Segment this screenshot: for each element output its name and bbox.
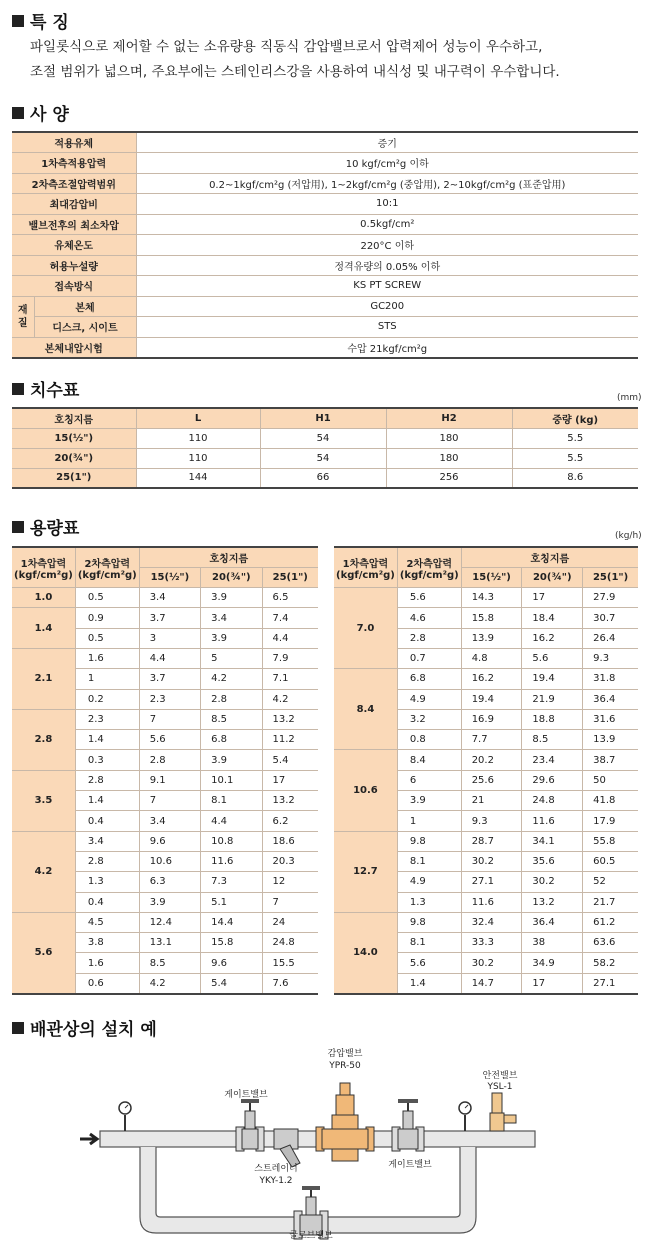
dimensions-cell: 66 [260,468,386,488]
dimensions-title: 치수표 [12,376,79,401]
capacity-cell: 10.8 [201,831,262,851]
capacity-header-unit: (kgf/cm²g) [336,569,395,581]
capacity-cell: 26.4 [583,628,638,648]
capacity-cell: 6 [397,770,461,790]
spec-row [12,255,638,276]
capacity-cell: 4.4 [139,648,200,668]
capacity-p1-cell: 10.6 [334,750,397,831]
strainer-model: YKY-1.2 [259,1176,293,1186]
capacity-size-cell: 15(½") [461,567,522,587]
dimensions-cell: 144 [136,468,260,488]
spec-value: 220°C 이하 [136,235,638,256]
capacity-cell: 27.1 [461,872,522,892]
spec-value: 0.2~1kgf/cm²g (저압用), 1~2kgf/cm²g (중압用), 2~10kgf/cm²g (표준압用) [136,173,638,194]
capacity-cell: 15.8 [461,608,522,628]
capacity-cell: 9.6 [201,953,262,973]
capacity-cell: 2.8 [75,851,139,871]
capacity-cell: 33.3 [461,933,522,953]
reducing-valve-model: YPR-50 [329,1061,361,1071]
capacity-cell: 0.5 [75,628,139,648]
capacity-row [334,831,638,851]
capacity-cell: 7.1 [262,669,318,689]
capacity-header-unit: (kgf/cm²g) [399,569,459,581]
capacity-cell: 8.1 [397,851,461,871]
capacity-p1-cell: 2.8 [12,709,75,770]
capacity-row [334,669,638,689]
capacity-cell: 12.4 [139,912,200,932]
capacity-table-right [334,546,638,995]
capacity-header-p1 [12,547,75,588]
capacity-cell: 34.1 [522,831,583,851]
dimensions-cell: 110 [136,428,260,448]
dimensions-cell: 256 [386,468,512,488]
capacity-cell: 4.2 [262,689,318,709]
piping-diagram [60,1045,560,1240]
dimensions-cell: 8.6 [512,468,638,488]
gate-valve-left-icon [236,1099,264,1151]
capacity-cell: 28.7 [461,831,522,851]
capacity-cell: 10.1 [201,770,262,790]
capacity-row [12,709,318,729]
spec-row [12,194,638,215]
spec-label: 허용누설량 [12,255,136,276]
capacity-p1-cell: 1.4 [12,608,75,649]
capacity-cell: 18.6 [262,831,318,851]
capacity-cell: 36.4 [583,689,638,709]
gate-valve-right-label: 게이트밸브 [388,1160,432,1170]
capacity-row [334,588,638,608]
capacity-cell: 3.4 [139,588,200,608]
spec-row [12,235,638,256]
capacity-cell: 30.7 [583,608,638,628]
capacity-cell: 0.9 [75,608,139,628]
capacity-row [334,750,638,770]
flow-arrow-icon [80,1134,97,1144]
spec-row [12,276,638,297]
capacity-cell: 8.5 [139,953,200,973]
capacity-cell: 3 [139,628,200,648]
dimensions-cell: 20(¾") [12,448,136,468]
capacity-cell: 11.6 [461,892,522,912]
dimensions-cell: 5.5 [512,428,638,448]
capacity-cell: 9.8 [397,831,461,851]
capacity-cell: 3.4 [201,608,262,628]
dimensions-cell: 54 [260,448,386,468]
capacity-cell: 63.6 [583,933,638,953]
capacity-cell: 2.8 [139,750,200,770]
spec-value: KS PT SCREW [136,276,638,297]
spec-value: 10:1 [136,194,638,215]
capacity-cell: 6.2 [262,811,318,831]
capacity-cell: 9.3 [583,648,638,668]
dimensions-row [12,448,638,468]
dimensions-header-cell: 호칭지름 [12,408,136,428]
capacity-cell: 34.9 [522,953,583,973]
capacity-cell: 60.5 [583,851,638,871]
capacity-cell: 9.6 [139,831,200,851]
capacity-cell: 52 [583,872,638,892]
capacity-cell: 18.8 [522,709,583,729]
square-bullet-icon [12,107,24,119]
capacity-p1-cell: 1.0 [12,588,75,608]
dimensions-header-cell: L [136,408,260,428]
capacity-p1-cell: 8.4 [334,669,397,750]
capacity-cell: 1.3 [75,872,139,892]
capacity-cell: 21 [461,791,522,811]
capacity-header-size: 호칭지름 [461,547,638,567]
capacity-cell: 7 [139,709,200,729]
capacity-cell: 35.6 [522,851,583,871]
capacity-header-unit: (kgf/cm²g) [14,569,73,581]
square-bullet-icon [12,383,24,395]
spec-value: 0.5kgf/cm² [136,214,638,235]
capacity-cell: 8.4 [397,750,461,770]
spec-label: 2차측조절압력범위 [12,173,136,194]
capacity-cell: 7 [262,892,318,912]
capacity-cell: 61.2 [583,912,638,932]
capacity-cell: 13.9 [461,628,522,648]
spec-label: 본체 [34,296,136,317]
capacity-cell: 24 [262,912,318,932]
capacity-p1-cell: 14.0 [334,912,397,993]
capacity-cell: 8.5 [522,730,583,750]
capacity-cell: 3.4 [139,811,200,831]
capacity-header-p1 [334,547,397,588]
reducing-valve-label: 감압밸브 [327,1049,363,1059]
capacity-cell: 4.6 [397,608,461,628]
capacity-cell: 3.9 [201,588,262,608]
capacity-cell: 14.3 [461,588,522,608]
dimensions-row [12,428,638,448]
capacity-cell: 7.6 [262,973,318,993]
dimensions-header-cell: H1 [260,408,386,428]
dimensions-cell: 5.5 [512,448,638,468]
safety-valve-model: YSL-1 [487,1082,513,1092]
spec-row [12,132,638,153]
capacity-cell: 2.3 [139,689,200,709]
capacity-cell: 20.3 [262,851,318,871]
capacity-cell: 5.6 [522,648,583,668]
capacity-size-cell: 25(1") [262,567,318,587]
capacity-cell: 0.5 [75,588,139,608]
spec-value: 정격유량의 0.05% 이하 [136,255,638,276]
capacity-cell: 50 [583,770,638,790]
capacity-row [12,608,318,628]
capacity-cell: 1.4 [75,730,139,750]
capacity-cell: 38 [522,933,583,953]
capacity-p1-cell: 5.6 [12,912,75,993]
capacity-row [12,912,318,932]
dimensions-cell: 25(1") [12,468,136,488]
spec-label: 최대감압비 [12,194,136,215]
capacity-cell: 13.2 [262,709,318,729]
capacity-cell: 0.2 [75,689,139,709]
capacity-cell: 32.4 [461,912,522,932]
capacity-cell: 3.8 [75,933,139,953]
capacity-cell: 7.3 [201,872,262,892]
capacity-cell: 1.6 [75,648,139,668]
capacity-cell: 17 [262,770,318,790]
dimensions-unit: (mm) [617,393,642,403]
square-bullet-icon [12,15,24,27]
capacity-header-p1-label: 1차측압력 [342,558,389,570]
capacity-cell: 41.8 [583,791,638,811]
spec-row [12,173,638,194]
safety-valve-icon [490,1093,516,1131]
capacity-cell: 7 [139,791,200,811]
capacity-cell: 30.2 [461,851,522,871]
capacity-cell: 4.2 [201,669,262,689]
capacity-cell: 1.4 [75,791,139,811]
capacity-row [334,912,638,932]
capacity-p1-cell: 2.1 [12,648,75,709]
capacity-cell: 2.3 [75,709,139,729]
capacity-row [12,770,318,790]
capacity-cell: 13.1 [139,933,200,953]
capacity-cell: 1 [75,669,139,689]
capacity-header-p2 [75,547,139,588]
spec-value: 증기 [136,132,638,153]
capacity-cell: 1.4 [397,973,461,993]
capacity-cell: 0.4 [75,892,139,912]
capacity-cell: 4.5 [75,912,139,932]
dimensions-cell: 54 [260,428,386,448]
capacity-cell: 0.7 [397,648,461,668]
spec-label: 유체온도 [12,235,136,256]
capacity-cell: 5.6 [139,730,200,750]
capacity-p1-cell: 3.5 [12,770,75,831]
pressure-gauge-right-icon [459,1102,471,1131]
capacity-cell: 4.9 [397,689,461,709]
capacity-cell: 0.3 [75,750,139,770]
capacity-size-cell: 15(½") [139,567,200,587]
piping-title: 배관상의 설치 예 [12,1015,157,1040]
capacity-cell: 4.2 [139,973,200,993]
capacity-header-p1-label: 1차측압력 [20,558,67,570]
capacity-cell: 14.4 [201,912,262,932]
capacity-cell: 58.2 [583,953,638,973]
capacity-cell: 4.4 [201,811,262,831]
spec-row [12,337,638,358]
capacity-header-row [334,547,638,567]
capacity-cell: 3.4 [75,831,139,851]
capacity-header-unit: (kgf/cm²g) [77,569,137,581]
capacity-cell: 9.1 [139,770,200,790]
capacity-cell: 2.8 [201,689,262,709]
capacity-table-left [12,546,318,995]
pressure-gauge-left-icon [119,1102,131,1131]
capacity-cell: 17 [522,973,583,993]
capacity-cell: 23.4 [522,750,583,770]
capacity-cell: 5.4 [201,973,262,993]
capacity-title: 용량표 [12,514,79,539]
capacity-cell: 19.4 [461,689,522,709]
capacity-cell: 3.9 [201,628,262,648]
dimensions-header-cell: H2 [386,408,512,428]
spec-label: 적용유체 [12,132,136,153]
capacity-cell: 12 [262,872,318,892]
capacity-cell: 24.8 [522,791,583,811]
spec-label: 디스크, 시이트 [34,317,136,338]
dimensions-table [12,407,638,489]
capacity-cell: 15.5 [262,953,318,973]
capacity-cell: 6.8 [201,730,262,750]
capacity-header-p2-label: 2차측압력 [84,558,131,570]
capacity-cell: 5 [201,648,262,668]
strainer-label: 스트레이너 [254,1164,298,1174]
capacity-cell: 18.4 [522,608,583,628]
capacity-size-cell: 20(¾") [201,567,262,587]
spec-value: 10 kgf/cm²g 이하 [136,153,638,174]
dimensions-row [12,468,638,488]
capacity-cell: 16.9 [461,709,522,729]
globe-valve-label: 글로브밸브 [289,1231,333,1240]
reducing-valve-icon [316,1083,374,1161]
spec-row [12,296,638,317]
capacity-cell: 30.2 [522,872,583,892]
capacity-cell: 4.8 [461,648,522,668]
capacity-cell: 8.1 [397,933,461,953]
capacity-cell: 38.7 [583,750,638,770]
capacity-cell: 10.6 [139,851,200,871]
capacity-cell: 7.9 [262,648,318,668]
capacity-row [12,588,318,608]
capacity-cell: 17 [522,588,583,608]
capacity-cell: 5.4 [262,750,318,770]
capacity-cell: 0.4 [75,811,139,831]
capacity-cell: 9.8 [397,912,461,932]
square-bullet-icon [12,1022,24,1034]
capacity-cell: 5.1 [201,892,262,912]
strainer-icon [274,1129,300,1167]
capacity-cell: 31.6 [583,709,638,729]
square-bullet-icon [12,521,24,533]
capacity-cell: 8.5 [201,709,262,729]
capacity-cell: 29.6 [522,770,583,790]
capacity-cell: 5.6 [397,588,461,608]
capacity-cell: 1 [397,811,461,831]
capacity-cell: 7.7 [461,730,522,750]
capacity-cell: 6.8 [397,669,461,689]
dimensions-cell: 15(½") [12,428,136,448]
capacity-cell: 11.6 [522,811,583,831]
safety-valve-label: 안전밸브 [482,1071,518,1081]
capacity-size-cell: 20(¾") [522,567,583,587]
capacity-header-row [12,547,318,567]
capacity-cell: 7.4 [262,608,318,628]
spec-value: GC200 [136,296,638,317]
capacity-cell: 4.4 [262,628,318,648]
spec-table [12,131,638,359]
features-title: 특 징 [12,8,69,33]
capacity-cell: 27.9 [583,588,638,608]
capacity-cell: 3.2 [397,709,461,729]
capacity-cell: 11.6 [201,851,262,871]
dimensions-cell: 180 [386,428,512,448]
capacity-cell: 3.9 [201,750,262,770]
capacity-size-cell: 25(1") [583,567,638,587]
spec-row [12,214,638,235]
capacity-cell: 3.7 [139,608,200,628]
capacity-p1-cell: 7.0 [334,588,397,669]
capacity-cell: 2.8 [75,770,139,790]
spec-value: 수압 21kgf/cm²g [136,337,638,358]
capacity-cell: 13.2 [262,791,318,811]
capacity-row [12,648,318,668]
capacity-cell: 25.6 [461,770,522,790]
capacity-cell: 13.9 [583,730,638,750]
capacity-cell: 4.9 [397,872,461,892]
capacity-cell: 0.6 [75,973,139,993]
capacity-cell: 13.2 [522,892,583,912]
gate-valve-right-icon [392,1099,424,1151]
capacity-cell: 16.2 [461,669,522,689]
spec-label: 접속방식 [12,276,136,297]
capacity-cell: 6.3 [139,872,200,892]
capacity-cell: 8.1 [201,791,262,811]
spec-value: STS [136,317,638,338]
spec-row [12,153,638,174]
spec-label: 1차측적용압력 [12,153,136,174]
spec-label: 본체내압시험 [12,337,136,358]
capacity-cell: 9.3 [461,811,522,831]
capacity-header-p2 [397,547,461,588]
capacity-cell: 3.9 [139,892,200,912]
capacity-p1-cell: 12.7 [334,831,397,912]
capacity-cell: 21.9 [522,689,583,709]
capacity-cell: 2.8 [397,628,461,648]
capacity-cell: 19.4 [522,669,583,689]
spec-title: 사 양 [12,100,69,125]
dimensions-header-cell: 중량 (kg) [512,408,638,428]
capacity-cell: 17.9 [583,811,638,831]
dimensions-cell: 110 [136,448,260,468]
gate-valve-left-label: 게이트밸브 [224,1090,268,1100]
capacity-cell: 1.3 [397,892,461,912]
capacity-cell: 55.8 [583,831,638,851]
capacity-cell: 16.2 [522,628,583,648]
capacity-row [12,831,318,851]
capacity-cell: 30.2 [461,953,522,973]
capacity-cell: 6.5 [262,588,318,608]
spec-row [12,317,638,338]
capacity-p1-cell: 4.2 [12,831,75,912]
capacity-cell: 5.6 [397,953,461,973]
capacity-cell: 21.7 [583,892,638,912]
capacity-cell: 1.6 [75,953,139,973]
capacity-cell: 31.8 [583,669,638,689]
dimensions-header-row [12,408,638,428]
dimensions-cell: 180 [386,448,512,468]
spec-label: 밸브전후의 최소차압 [12,214,136,235]
capacity-cell: 27.1 [583,973,638,993]
capacity-header-size: 호칭지름 [139,547,318,567]
capacity-header-p2-label: 2차측압력 [406,558,453,570]
capacity-cell: 3.7 [139,669,200,689]
capacity-cell: 24.8 [262,933,318,953]
features-text: 파일롯식으로 제어할 수 없는 소유량용 직동식 감압밸브로서 압력제어 성능이 우수하고, 조절 범위가 넓으며, 주요부에는 스테인리스강을 사용하여 내식성 및 내구력이 우수합니다. [30,39,560,80]
capacity-cell: 14.7 [461,973,522,993]
material-group-label: 재 질 [12,296,34,337]
capacity-cell: 36.4 [522,912,583,932]
capacity-cell: 20.2 [461,750,522,770]
capacity-cell: 11.2 [262,730,318,750]
capacity-unit: (kg/h) [615,531,642,541]
capacity-cell: 0.8 [397,730,461,750]
capacity-cell: 15.8 [201,933,262,953]
capacity-cell: 3.9 [397,791,461,811]
